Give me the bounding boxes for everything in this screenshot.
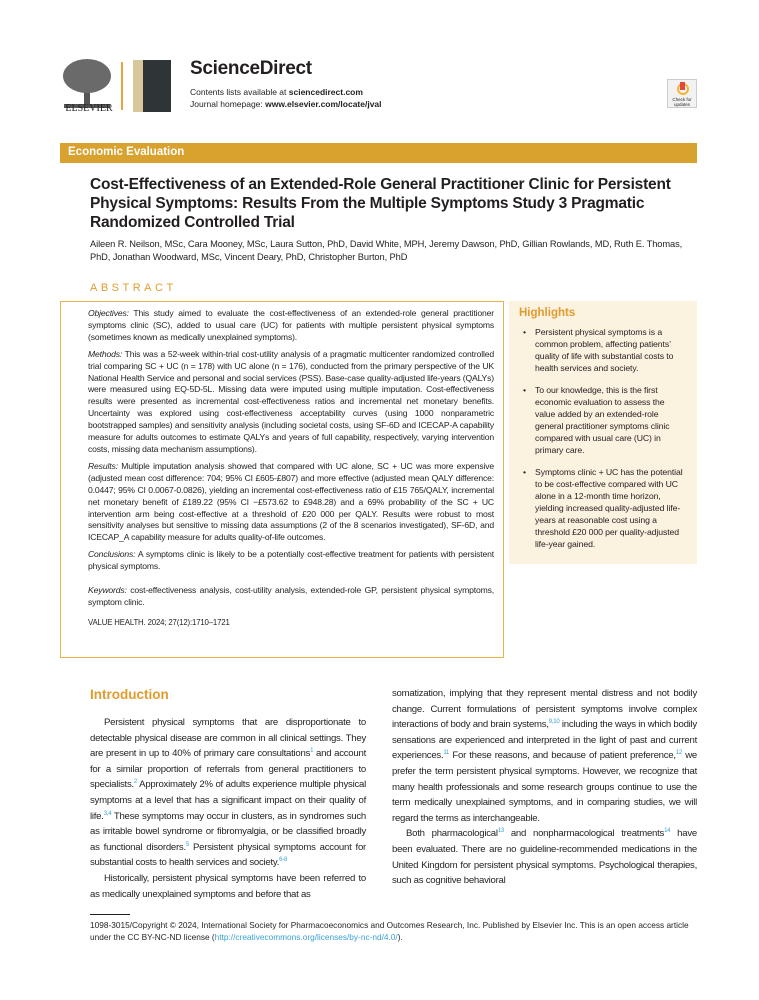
highlight-item: • Symptoms clinic + UC has the potential to be cost-effective compared with UC alone in a 12-month time horizon, yielding increased quality-adjusted life-years at reasonable cost using a threshold £20 000 per quality-adjusted life-year gained. (519, 466, 687, 550)
abstract-box (60, 301, 504, 658)
journal-cover-image (133, 60, 171, 112)
left-column-wrap (90, 686, 366, 902)
journal-homepage-link[interactable]: www.elsevier.com/locate/jval (265, 99, 382, 109)
reference-citation[interactable]: 5 (185, 841, 189, 848)
sciencedirect-link[interactable]: sciencedirect.com (288, 87, 363, 97)
body-paragraph (90, 871, 366, 902)
abstract-conclusions: Conclusions: A symptoms clinic is likely to be a potentially cost-effective treatment for patients with persistent physical symptoms. (88, 549, 494, 572)
reference-citation[interactable]: 11 (443, 750, 450, 757)
check-for-updates-button[interactable] (667, 79, 697, 108)
abstract-row (60, 301, 697, 658)
divider (121, 62, 123, 110)
highlights-heading: Highlights (519, 307, 576, 319)
body-text: Persistent physical symptoms account for substantial costs to health services and society. (90, 841, 367, 869)
body-text: and nonpharmacological treatments (503, 828, 665, 840)
abstract-keywords: Keywords: cost-effectiveness analysis, cost-utility analysis, extended-role GP, persistent physical symptoms, symptom clinic. (88, 585, 494, 607)
contents-prefix: Contents lists available at (190, 87, 289, 97)
reference-citation[interactable]: 9,10 (548, 719, 560, 725)
introduction-heading: Introduction (90, 687, 169, 702)
reference-citation[interactable]: 1 (310, 748, 314, 754)
body-text: For these reasons, and because of patient preference, (449, 750, 676, 762)
body-paragraph (90, 715, 366, 871)
body-paragraph (392, 826, 697, 888)
body-text: including the ways in which bodily sensations are experienced and interpreted in the light of past and current experiences. (392, 719, 697, 762)
article-title: Cost-Effectiveness of an Extended-Role General Practitioner Clinic for Persistent Physical Symptoms: Results From the Multiple Symptoms Study 3 Pragmatic Randomized Controlled Trial (90, 176, 671, 231)
highlights-box (509, 301, 697, 564)
reference-citation[interactable]: 6-8 (279, 857, 288, 864)
body-paragraph (392, 686, 697, 826)
article-body (60, 143, 697, 943)
citation: VALUE HEALTH. 2024; 27(12):1710–1721 (88, 617, 230, 627)
reference-citation[interactable]: 3,4 (103, 810, 112, 817)
body-text: Both pharmacological (406, 828, 498, 840)
body-text: and account for a similar proportion of referrals from general practitioners to specialists. (90, 748, 366, 791)
footer-rule (90, 914, 130, 915)
highlight-item: • To our knowledge, this is the first economic evaluation to assess the value added by an extended-role general practitioner symptoms clinic compared with usual care (UC) in primary care. (519, 384, 687, 456)
body-columns (90, 686, 697, 902)
abstract-methods: Methods: This was a 52-week within-trial cost-utility analysis of a pragmatic multicenter randomized controlled trial comparing SC + UC (n = 178) with UC alone (n = 176), conducted from the primary perspective of the UK National Health Service and personal and social services (PSS). Base-case quality-adjusted life-years (QALYs) were measured using EQ-5D-5L. Missing data were imputed using multiple imputation. Cost-effectiveness results were presented as incremental cost-effectiveness ratios and incremental net monetary benefits. Uncertainty was explored using cost-effectiveness acceptability curves (using 1000 nonparametric bootstrapped samples) and sensitivity analysis (including societal costs, using SF-6D and ICECAP-A capability measure for adults outcomes to estimate QALYs and years of full capability, respectively, varying intervention costs, missing data mechanism assumptions). (88, 348, 494, 454)
journal-info (190, 86, 382, 110)
abstract-heading: ABSTRACT (90, 282, 177, 294)
reference-citation[interactable]: 14 (664, 828, 671, 835)
body-text: somatization, implying that they represent mental distress and not bodily change. Current formulations of persistent symptoms involve complex interactions of body and brain systems, (392, 688, 697, 731)
body-text: Historically, persistent physical symptoms have been referred to as medically unexplained symptoms and before that as (90, 872, 366, 900)
abstract-objectives: Objectives: This study aimed to evaluate the cost-effectiveness of an extended-role general practitioner symptoms clinic (SC), added to usual care (UC) for patients with multiple persistent physical symptoms (sometimes known as medically unexplained symptoms). (88, 308, 494, 342)
body-column-right (392, 686, 697, 902)
reference-citation[interactable]: 12 (675, 750, 682, 757)
abstract-results: Results: Multiple imputation analysis showed that compared with UC alone, SC + UC was more expensive (adjusted mean cost difference: 704; 95% CI £605-£807) and more effective (adjusted mean QALY difference: 0.0447; 95% CI 0.0067-0.0826), yielding an incremental cost-effectiveness ratio of £15 765/QALY, incremental net monetary benefit of £189.22 (95% CI −£573.62 to £948.28) and a 69% probability of the SC + UC intervention arm being cost-effective at a threshold of £20 000 per QALY. Results were robust to most sensitivity analyses but sensitive to missing data assumptions (2 of the 8 scenarios investigated), SF-6D, and ICECAP_A capability measure for adults quality-of-life outcomes. (88, 460, 494, 543)
reference-citation[interactable]: 13 (497, 828, 504, 835)
body-text: we prefer the term persistent physical symptoms. However, we recognize that many health professionals and some research groups continue to use the term medically unexplained symptoms, and in comparing studies, we will regard the terms as interchangeable. (392, 750, 697, 824)
homepage-prefix: Journal homepage: (190, 99, 266, 109)
license-link[interactable]: http://creativecommons.org/licenses/by-nc-nd/4.0/ (214, 932, 398, 943)
body-text: Approximately 2% of adults experience multiple physical symptoms at a level that has a significant impact on their quality of life. (90, 779, 366, 822)
highlight-item: • Persistent physical symptoms is a common problem, affecting patients’ quality of life with substantial costs to health services and society. (519, 326, 687, 374)
publisher-name: ELSEVIER (65, 103, 113, 114)
section-band: Economic Evaluation (60, 143, 697, 163)
body-column-left (90, 715, 366, 902)
author-list: Aileen R. Neilson, MSc, Cara Mooney, MSc, Laura Sutton, PhD, David White, MPH, Jeremy Dawson, PhD, Gillian Rowlands, MD, Ruth E. Thomas, PhD, Jonathan Woodward, MSc, Vincent Deary, PhD, Christopher Burton, PhD (90, 239, 683, 262)
body-text: Persistent physical symptoms that are disproportionate to detectable physical disease are common in all clinical settings. They are present in up to 40% of primary care consultations (90, 717, 366, 760)
reference-citation[interactable]: 2 (133, 779, 138, 786)
copyright-footer: 1098-3015/Copyright © 2024, International Society for Pharmacoeconomics and Outcomes Research, Inc. Published by Elsevier Inc. This is an open access article under the CC BY-NC-ND license (http://creativecommons.org/licenses/by-nc-nd/4.0/). (90, 920, 689, 943)
check-updates-label: Check for updates (672, 97, 692, 107)
body-text: have been evaluated. There are no guideline-recommended medications in the United Kingdom for persistent physical symptoms. Psychological therapies, such as cognitive behavioral (392, 828, 697, 887)
body-text: These symptoms may occur in clusters, as in syndromes such as irritable bowel syndrome or fibromyalgia, or be classified broadly as functional disorders. (90, 810, 366, 853)
sciencedirect-brand: ScienceDirect (190, 58, 312, 79)
